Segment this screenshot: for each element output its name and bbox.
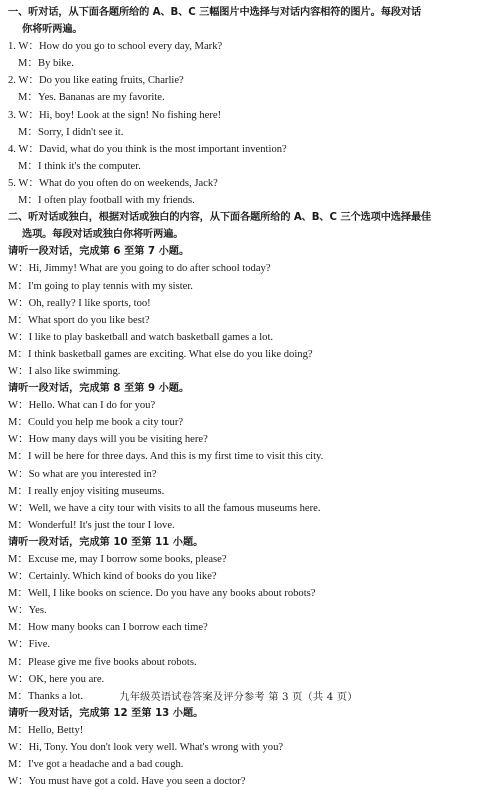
dialogue-line: W：Oh, really? I like sports, too! <box>8 297 151 309</box>
dialogue-line: M：I'm going to play tennis with my sister. <box>8 280 193 292</box>
dialogue-line: W：I also like swimming. <box>8 365 121 377</box>
group2-header: 请听一段对话，完成第 8 至第 9 小题。 <box>8 383 190 395</box>
dialogue-line: M：Excuse me, may I borrow some books, please? <box>8 554 227 565</box>
dialogue-line: M：Well, I like books on science. Do you have any books about robots? <box>8 588 316 600</box>
item5-answer: M：I often play football with my friends. <box>18 195 195 207</box>
section1-title: 一、听对话，从下面各题所给的 A、B、C 三幅图片中选择与对话内容相符的图片。每段对话 <box>8 7 422 18</box>
dialogue-line: W：Five. <box>8 639 51 651</box>
dialogue-line: W：Yes. <box>8 605 47 617</box>
dialogue-line: W：How many days will you be visiting here? <box>8 434 208 446</box>
section1-title-cont: 你将听两遍。 <box>22 24 83 36</box>
group4-header: 请听一段对话，完成第 12 至第 13 小题。 <box>8 707 204 719</box>
section2-title: 二、听对话或独白，根据对话或独白的内容，从下面各题所给的 A、B、C 三个选项中选择最佳 <box>8 212 432 224</box>
section2-title-cont: 选项。每段对话或独白你将听两遍。 <box>22 229 184 241</box>
dialogue-line: M：Thanks a lot. <box>8 690 84 702</box>
item2-answer: M：Yes. Bananas are my favorite. <box>18 92 165 104</box>
item4-question: 4. W：David, what do you think is the most important invention? <box>8 143 287 155</box>
group1-header: 请听一段对话，完成第 6 至第 7 小题。 <box>8 246 190 258</box>
page-footer: 九年级英语试卷答案及评分参考 第 3 页（共 4 页） <box>119 692 358 703</box>
dialogue-line: W：Well, we have a city tour with visits to all the famous museums here. <box>8 502 321 514</box>
dialogue-line: M：I really enjoy visiting museums. <box>8 485 165 497</box>
dialogue-line: M：Wonderful! It's just the tour I love. <box>8 519 175 531</box>
dialogue-line: M：How many books can I borrow each time? <box>8 622 208 634</box>
dialogue-line: W：Hi, Jimmy! What are you going to do after school today? <box>8 263 271 275</box>
item4-answer: M：I think it's the computer. <box>18 160 141 172</box>
dialogue-line: W：You must have got a cold. Have you seen a doctor? <box>8 776 246 788</box>
group3-header: 请听一段对话，完成第 10 至第 11 小题。 <box>8 536 204 548</box>
dialogue-line: M：What sport do you like best? <box>8 314 150 326</box>
dialogue-line: W：I like to play basketball and watch basketball games a lot. <box>8 331 274 343</box>
dialogue-line: M：I will be here for three days. And this is my first time to visit this city. <box>8 451 324 463</box>
dialogue-line: W：Hello. What can I do for you? <box>8 400 156 412</box>
dialogue-line: W：So what are you interested in? <box>8 468 157 480</box>
dialogue-line: W：OK, here you are. <box>8 673 105 685</box>
item1-question: 1. W：How do you go to school every day, Mark? <box>8 41 223 53</box>
item3-answer: M：Sorry, I didn't see it. <box>18 126 124 138</box>
dialogue-line: W：Certainly. Which kind of books do you like? <box>8 571 217 583</box>
dialogue-line: M：I've got a headache and a bad cough. <box>8 759 184 771</box>
item2-question: 2. W：Do you like eating fruits, Charlie? <box>8 75 184 87</box>
dialogue-line: M：I think basketball games are exciting. What else do you like doing? <box>8 348 313 360</box>
dialogue-line: M：Please give me five books about robots. <box>8 656 197 668</box>
item3-question: 3. W：Hi, boy! Look at the sign! No fishing here! <box>8 109 222 121</box>
dialogue-line: W：Hi, Tony. You don't look very well. What's wrong with you? <box>8 742 284 754</box>
dialogue-line: M：Could you help me book a city tour? <box>8 417 184 429</box>
dialogue-line: M：Hello, Betty! <box>8 724 84 736</box>
item1-answer: M：By bike. <box>18 58 74 70</box>
item5-question: 5. W：What do you often do on weekends, Jack? <box>8 177 218 189</box>
